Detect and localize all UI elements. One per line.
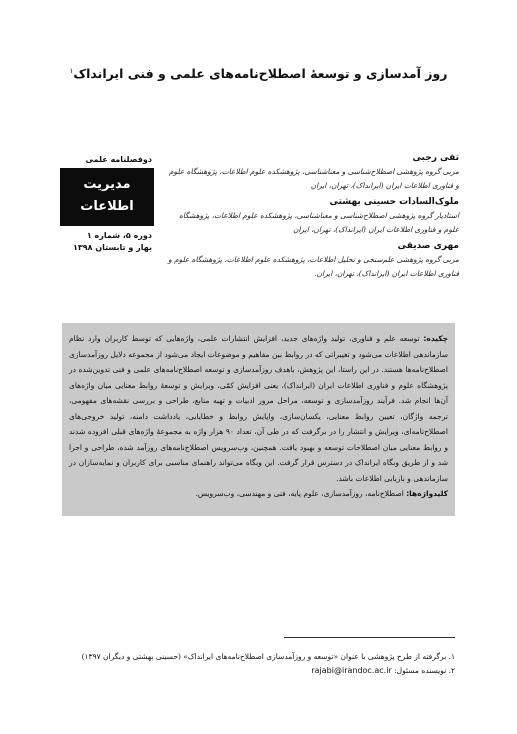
author-name: مهری صدیقی xyxy=(397,241,459,251)
title-footnote-mark[interactable]: ۱ xyxy=(69,66,74,75)
paper-title xyxy=(50,66,467,81)
journal-issue: دوره ۵، شماره ۱ xyxy=(86,231,152,240)
journal-type: دوفصلنامه علمی xyxy=(85,155,152,164)
journal-logo xyxy=(60,168,154,226)
author-name: تقی رجبی xyxy=(412,153,459,163)
abstract-label: چکیده: xyxy=(423,334,448,343)
keywords-text: اصطلاح‌نامه، روزآمدسازی، علوم پایه، فنی و مهندسی، وب‌سرویس. xyxy=(195,489,404,498)
author-affiliation: استادیار گروه پژوهشی اصطلاح‌شناسی و معناشناسی، پژوهشکده علوم اطلاعات، پژوهشگاه علوم و فناوری اطلاعات ایران (ایرانداک)، تهران، ایران xyxy=(178,211,459,234)
footnote-1: ۱. برگرفته از طرح پژوهشی با عنوان «توسعه و روزآمدسازی اصطلاح‌نامه‌های ایرانداک» (حسینی بهشتی و دیگران ۱۳۹۷) xyxy=(81,652,455,661)
footnote-divider xyxy=(284,637,455,638)
keywords-line xyxy=(69,486,448,502)
author-email-link[interactable]: rajabi@irandoc.ac.ir xyxy=(311,666,392,675)
author-list xyxy=(165,152,459,284)
author-name: ملوک‌السادات حسینی بهشتی xyxy=(329,197,459,207)
journal-badge xyxy=(60,155,154,254)
footnote-2-prefix: ۲. نویسنده مسئول: xyxy=(394,666,455,675)
abstract-text: توسعه علم و فناوری، تولید واژه‌های جدید، افزایش انتشارات علمی، واژه‌هایی که توسط کاربران وارد نظام سازماندهی اطلاعات می‌شود و تغییراتی که در روابط بین مفاهیم و موضوعات ایجاد می‌شود از مجموعه دلایل روزآمدسازی اصطلاح‌نامه‌ها هستند. در این راستا، این پژوهش، باهدف روزآمدسازی و توسعه اصطلاح‌نامه‌های علمی و فنی تدوین‌شده در پژوهشگاه علوم و فناوری اطلاعات ایران (ایرانداک)، یعنی افزایش کمّی، ویرایش و توسعهٔ روابط معنایی میان واژه‌های آن‌ها انجام شد. فرآیند روزآمدسازی و توسعه، مراحل مرور ادبیات و تهیه منابع، طراحی و بررسی نقشه‌های مفهومی، ترجمه واژگان، تعیین روابط معنایی، یکسان‌سازی، واپایش روابط و خطایابی، یادداشت دامنه، تولید خروجی‌های اصطلاح‌نامه‌ای، ویرایش و انتشار را در برگرفت که در طی آن، تعداد ۹۰ هزار واژه به مجموعهٔ واژه‌های قبلی افزوده شدند و روابط معنایی میان اصطلاحات توسعه و بهبود یافت. همچنین، وب‌سرویس اصطلاح‌نامه‌های روزآمد شده، طراحی و اجرا شد و از طریق وبگاه ایرانداک در دسترس قرار گرفت. این وبگاه می‌تواند راهنمای مناسبی برای کاربران و نمایه‌سازان در سازماندهی و بازیابی اطلاعات باشد. xyxy=(69,334,448,483)
journal-season: بهار و تابستان ۱۳۹۸ xyxy=(72,243,152,252)
journal-name-line2: اطلاعات xyxy=(80,199,134,214)
footnote-2 xyxy=(62,664,455,678)
keywords-label: کلیدواژه‌ها: xyxy=(406,489,448,498)
journal-name-line1: مدیریت xyxy=(83,177,131,192)
author-affiliation: مربی گروه پژوهشی علم‌سنجی و تحلیل اطلاعات، پژوهشکده علوم اطلاعات، پژوهشگاه علوم و فناوری اطلاعات ایران (ایرانداک)، تهران، ایران. xyxy=(168,255,459,278)
abstract-body xyxy=(69,331,448,486)
footnotes xyxy=(62,650,455,678)
author-affiliation: مربی گروه پژوهشی اصطلاح‌شناسی و معناشناسی، پژوهشکده علوم اطلاعات، پژوهشگاه علوم و فناوری اطلاعات ایران (ایرانداک)، تهران، ایران xyxy=(168,167,459,190)
abstract-box xyxy=(62,323,455,516)
paper-title-text: روز آمدسازی و توسعهٔ اصطلاح‌نامه‌های علمی و فنی ایرانداک xyxy=(73,66,448,81)
